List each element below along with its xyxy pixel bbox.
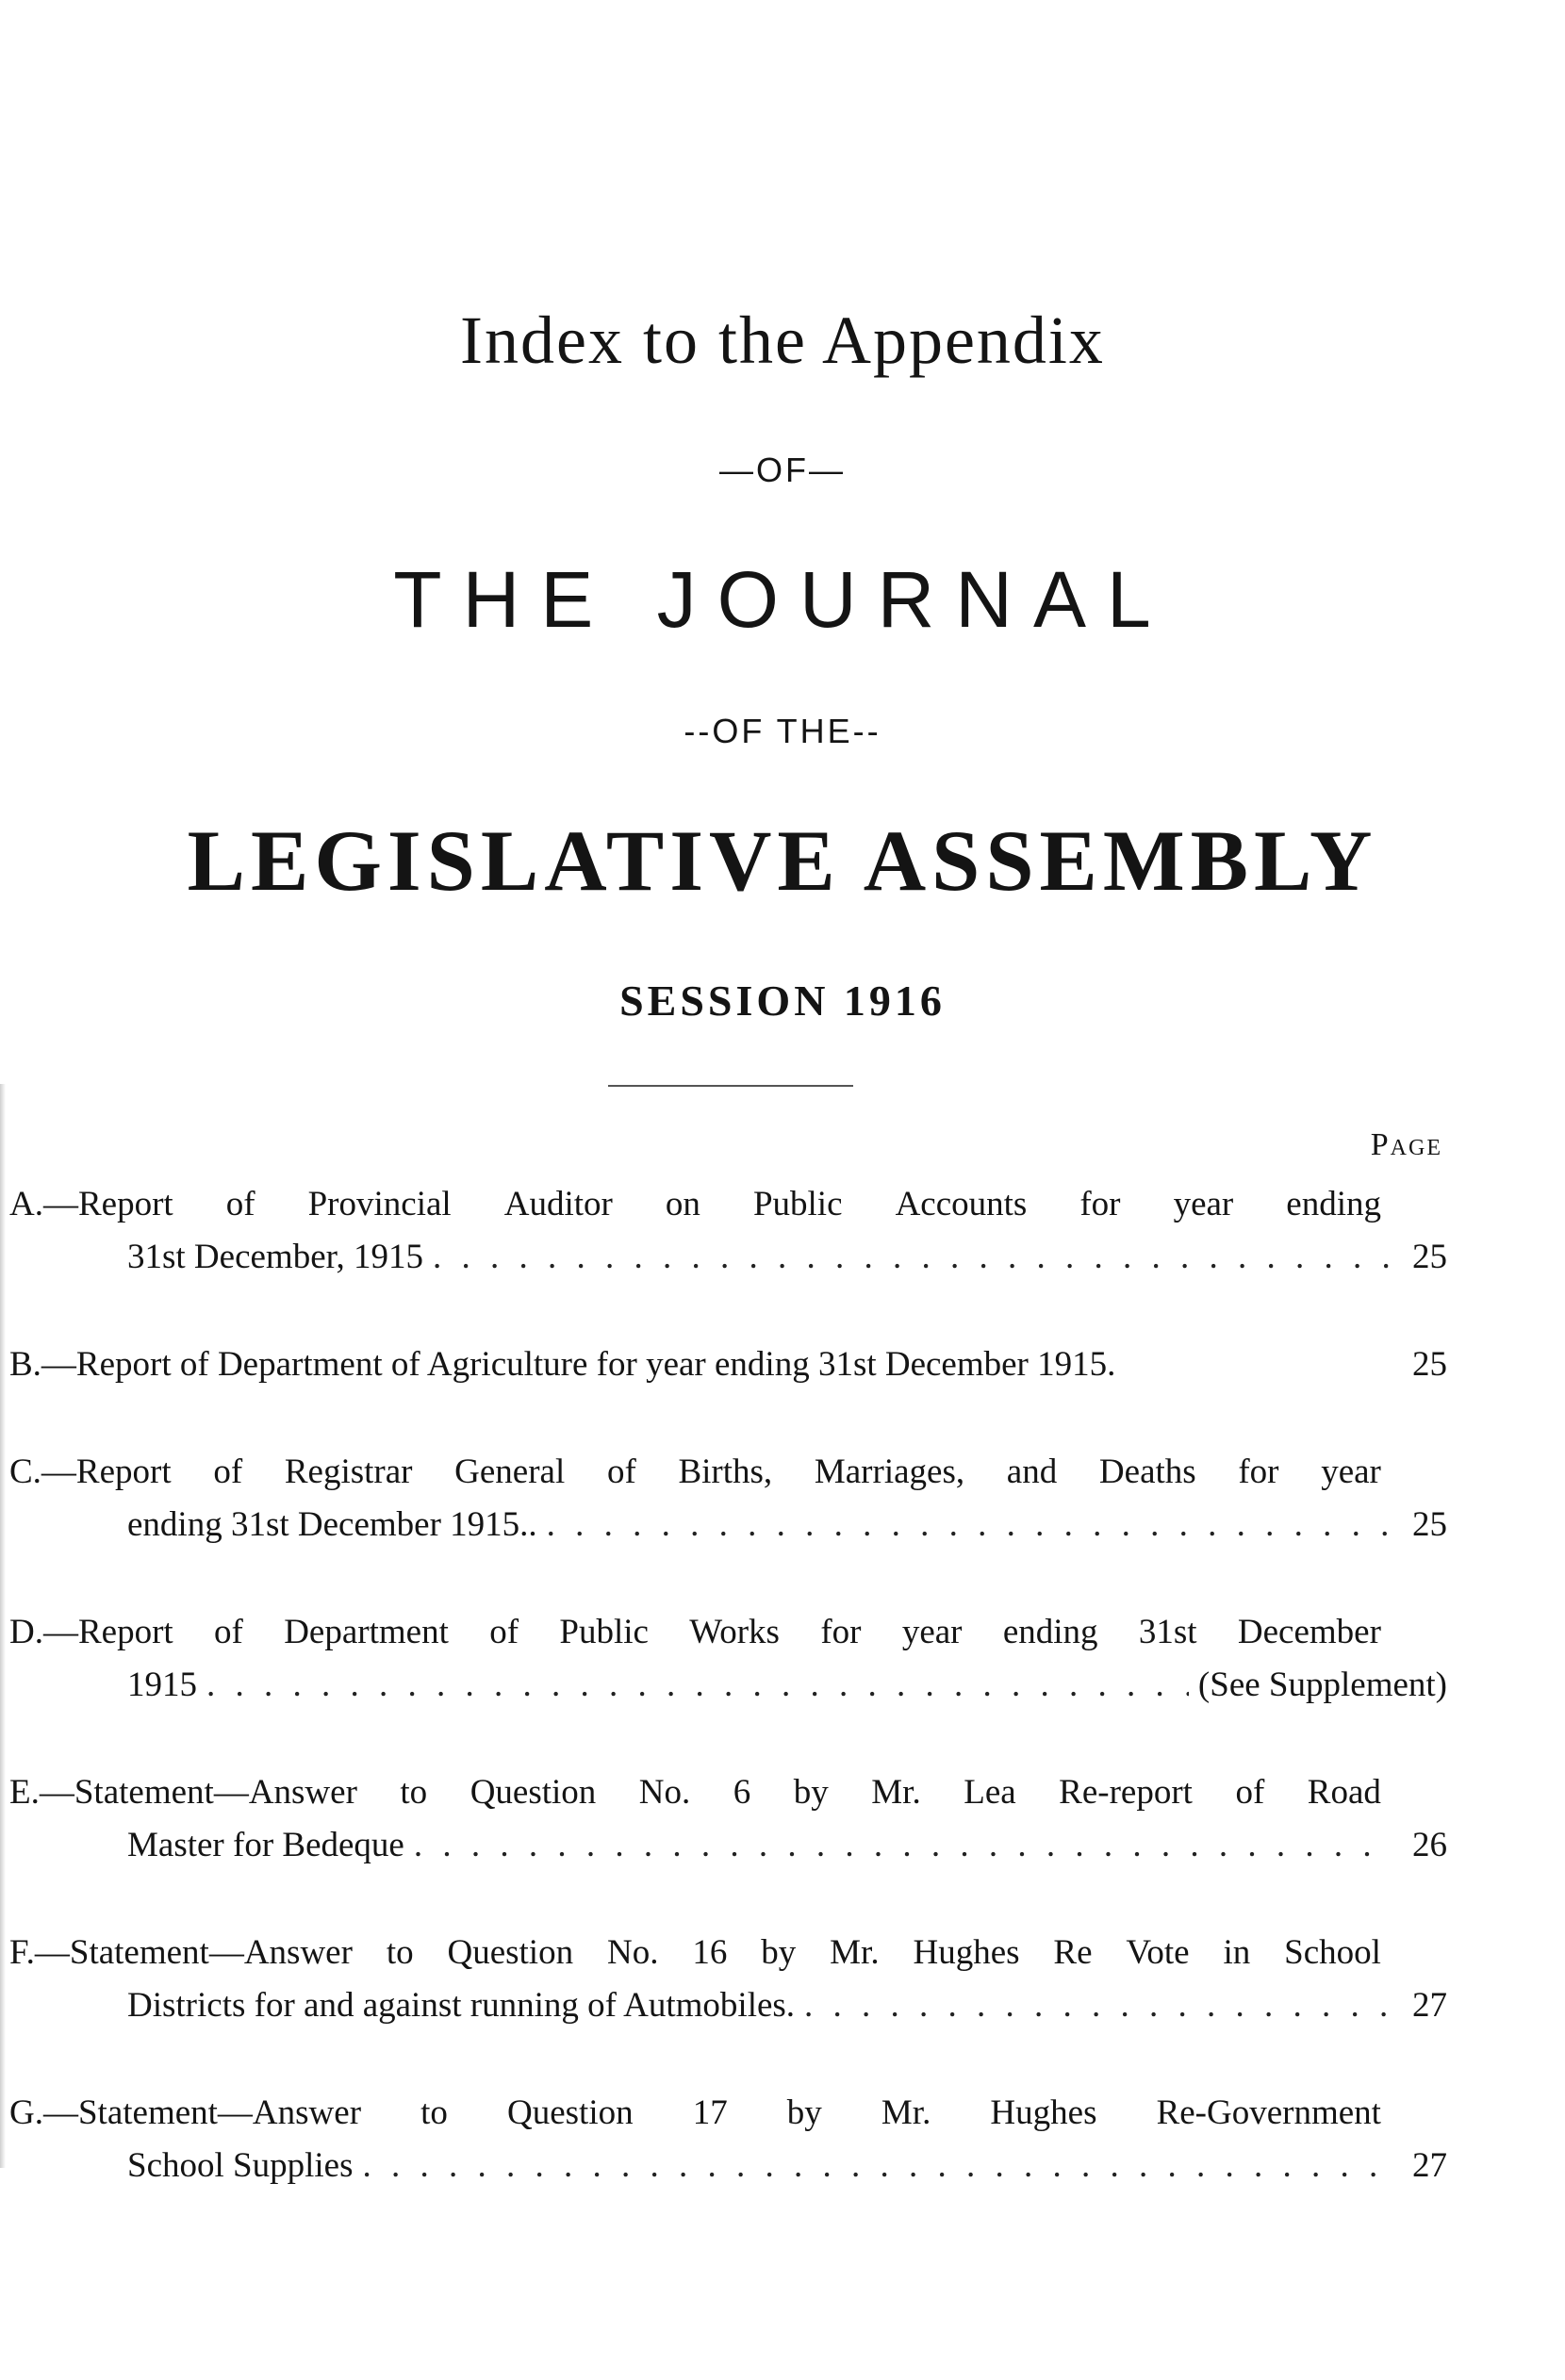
entry-word: year	[1173, 1185, 1234, 1223]
entry-word: Works	[689, 1613, 780, 1651]
entry-title	[9, 1766, 1447, 1819]
entry-word: E.—Statement—Answer	[9, 1773, 357, 1812]
entry-word: for	[820, 1613, 862, 1651]
entry-title	[9, 2087, 1447, 2140]
of-the-line: --OF THE--	[684, 712, 881, 750]
entry-continuation-text: 31st December, 1915	[127, 1238, 423, 1276]
entry-continuation-text: ending 31st December 1915..	[127, 1505, 537, 1544]
entry-text: B.—Report of Department of Agriculture for year ending 31st December 1915.	[9, 1345, 1116, 1384]
entry-word: of	[225, 1185, 255, 1223]
entry-page-number: 27	[1412, 2146, 1447, 2185]
entry-word: Marriages,	[814, 1453, 965, 1491]
entry-word: No.	[606, 1933, 659, 1972]
entry-word: for	[1238, 1453, 1279, 1491]
entry-word: Vote	[1126, 1933, 1190, 1972]
entry-word: Births,	[678, 1453, 773, 1491]
journal-title: THE JOURNAL	[393, 555, 1172, 644]
entry-word: Department	[284, 1613, 449, 1651]
page-spine-shadow	[0, 1084, 6, 2168]
entry-word: School	[1284, 1933, 1381, 1972]
entry-word: for	[1079, 1185, 1121, 1223]
entry-continuation	[9, 1979, 1447, 2032]
entry-word: 6	[733, 1773, 751, 1812]
dot-leader	[363, 2140, 1392, 2192]
entry-continuation	[9, 1499, 1447, 1551]
entry-word: year	[901, 1613, 963, 1651]
entry-word: Accounts	[895, 1185, 1028, 1223]
index-entry	[9, 1338, 1447, 1391]
dot-leader	[206, 1659, 1189, 1712]
entry-word: on	[665, 1185, 700, 1223]
entry-title	[9, 1446, 1447, 1499]
entry-word: and	[1006, 1453, 1058, 1491]
entry-word: year	[1321, 1453, 1381, 1491]
entry-word: A.—Report	[9, 1185, 173, 1223]
assembly-title: LEGISLATIVE ASSEMBLY	[187, 812, 1378, 909]
entry-word: Public	[752, 1185, 843, 1223]
index-entry	[9, 1446, 1447, 1551]
entry-page-number: 26	[1412, 1826, 1447, 1864]
entry-title	[9, 1178, 1447, 1231]
entry-word: to	[400, 1773, 428, 1812]
page-column-header: Page	[1370, 1127, 1442, 1162]
entry-word: of	[214, 1613, 243, 1651]
entry-word: Question	[447, 1933, 574, 1972]
entry-word: to	[386, 1933, 414, 1972]
entry-continuation-text: Master for Bedeque	[127, 1826, 404, 1864]
entry-word: Public	[559, 1613, 649, 1651]
dot-leader	[804, 1979, 1391, 2032]
entry-page-number: 27	[1412, 1986, 1447, 2025]
entry-page-number: (See Supplement)	[1197, 1666, 1447, 1704]
index-entry	[9, 1766, 1447, 1872]
entry-word: Provincial	[307, 1185, 452, 1223]
entry-title	[9, 1338, 1447, 1391]
entry-continuation	[9, 1819, 1447, 1872]
entry-word: Lea	[964, 1773, 1016, 1812]
entry-word: Mr.	[830, 1933, 880, 1972]
entry-word: No.	[638, 1773, 691, 1812]
entry-word: ending	[1002, 1613, 1098, 1651]
entry-page-number: 25	[1412, 1238, 1447, 1276]
entry-word: F.—Statement—Answer	[9, 1933, 353, 1972]
entry-continuation-text: Districts for and against running of Autmobiles.	[127, 1986, 796, 2025]
entry-word: December	[1237, 1613, 1381, 1651]
entry-word: Mr.	[881, 2093, 931, 2132]
entry-word: Mr.	[871, 1773, 921, 1812]
entry-continuation	[9, 1659, 1447, 1712]
entry-word: of	[213, 1453, 243, 1491]
entry-word: General	[454, 1453, 566, 1491]
index-title: Index to the Appendix	[460, 303, 1105, 378]
entry-word: 16	[692, 1933, 728, 1972]
session-line: SESSION 1916	[619, 977, 946, 1025]
entry-word: Road	[1307, 1773, 1381, 1812]
index-entry	[9, 1927, 1447, 2032]
entry-continuation	[9, 2140, 1447, 2192]
entry-word: Re-Government	[1156, 2093, 1381, 2132]
entry-word: Question	[507, 2093, 634, 2132]
index-entry	[9, 2087, 1447, 2192]
entry-continuation-text: School Supplies	[127, 2146, 354, 2185]
entry-word: by	[761, 1933, 797, 1972]
entry-word: Re	[1053, 1933, 1093, 1972]
entry-word: Re-report	[1059, 1773, 1193, 1812]
entry-word: by	[793, 1773, 829, 1812]
index-entries	[9, 1178, 1447, 2247]
dot-leader	[433, 1231, 1391, 1284]
entry-word: Registrar	[284, 1453, 413, 1491]
of-line: —OF—	[719, 451, 846, 489]
entry-title	[9, 1606, 1447, 1659]
entry-page-number: 25	[1412, 1505, 1447, 1544]
entry-word: in	[1223, 1933, 1251, 1972]
index-entry	[9, 1606, 1447, 1712]
entry-word: 17	[692, 2093, 728, 2132]
entry-word: C.—Report	[9, 1453, 172, 1491]
entry-title	[9, 1927, 1447, 1979]
entry-continuation	[9, 1231, 1447, 1284]
entry-word: 31st	[1138, 1613, 1197, 1651]
title-divider	[608, 1085, 853, 1087]
entry-word: G.—Statement—Answer	[9, 2093, 362, 2132]
dot-leader	[547, 1499, 1391, 1551]
entry-word: D.—Report	[9, 1613, 173, 1651]
entry-word: by	[786, 2093, 822, 2132]
entry-word: to	[420, 2093, 448, 2132]
entry-word: Hughes	[913, 1933, 1020, 1972]
entry-word: of	[489, 1613, 519, 1651]
entry-word: Question	[470, 1773, 597, 1812]
entry-word: of	[1235, 1773, 1265, 1812]
entry-word: of	[606, 1453, 636, 1491]
dot-leader	[414, 1819, 1391, 1872]
entry-page-number: 25	[1412, 1345, 1447, 1384]
index-entry	[9, 1178, 1447, 1284]
entry-word: Auditor	[503, 1185, 613, 1223]
entry-word: Deaths	[1098, 1453, 1196, 1491]
entry-word: Hughes	[990, 2093, 1097, 2132]
entry-word: ending	[1286, 1185, 1381, 1223]
entry-continuation-text: 1915	[127, 1666, 197, 1704]
